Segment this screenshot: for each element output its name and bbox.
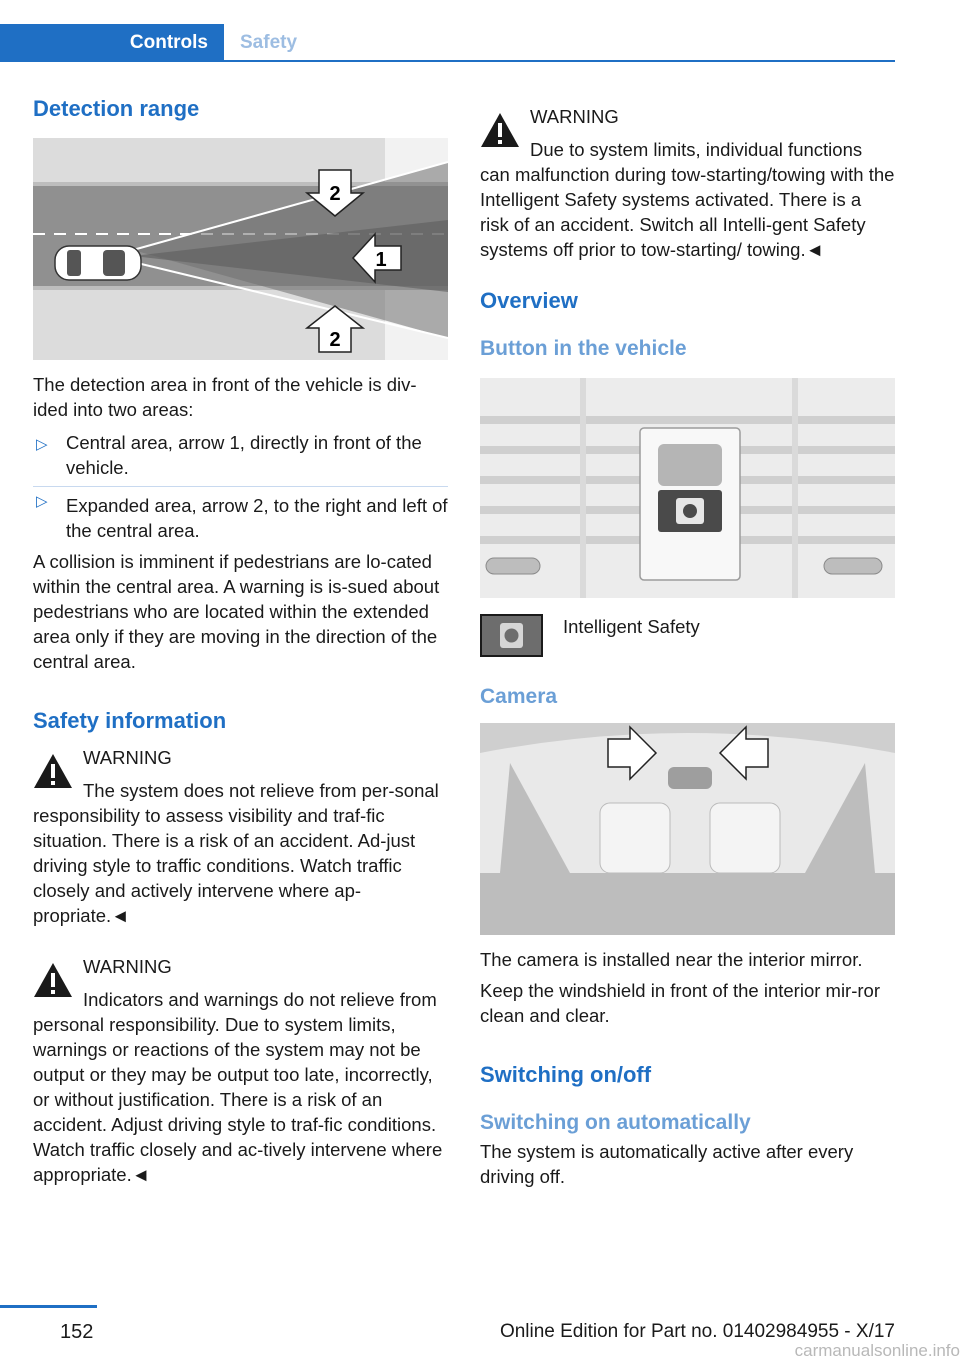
- page-footer: [0, 1305, 960, 1362]
- camera-figure: [480, 723, 895, 935]
- page-number: 152: [60, 1321, 94, 1343]
- switching-on-automatically-heading: Switching on automatically: [480, 1111, 751, 1135]
- detection-range-figure: [33, 138, 448, 360]
- page-header: [0, 0, 960, 62]
- button-in-vehicle-figure: [480, 378, 895, 598]
- warning-triangle-icon: [33, 753, 73, 789]
- list-item: ▷ Central area, arrow 1, directly in front of the vehicle.: [36, 432, 422, 479]
- tab-safety[interactable]: Safety: [240, 32, 298, 53]
- warning-text: The system does not relieve from per-sonal responsibility to assess visibility and traf-fic situation. There is a risk of an accident. Ad-just driving style to traffic conditions. Watch traffic closely and actively intervene where ap-propriate.◄: [33, 779, 439, 926]
- switching-on-automatically-text: The system is automatically active after every driving off.: [480, 1141, 854, 1188]
- arrow-2-top-label: 2: [329, 183, 341, 206]
- warning-triangle-icon: [480, 112, 520, 148]
- right-column: [480, 104, 895, 1189]
- warning-text: Indicators and warnings do not relieve from personal responsibility. Due to system limits, warnings or reactions of the system may not be output or they may be output too late, incorrectly, or without justification. There is a risk of an accident. Adjust driving style to traf-fic conditions. Watch traffic closely and ac-tively intervene where appropriate.◄: [33, 988, 443, 1185]
- warning-triangle-icon: [33, 962, 73, 998]
- intelligent-safety-caption: Intelligent Safety: [563, 615, 700, 637]
- detection-range-heading: Detection range: [33, 96, 200, 121]
- warning-block: [480, 104, 895, 262]
- list-item: ▷ Expanded area, arrow 2, to the right and left of the central area.: [33, 486, 448, 543]
- safety-information-heading: Safety information: [33, 708, 227, 734]
- camera-heading: Camera: [480, 684, 558, 708]
- warning-text: Due to system limits, individual functions can malfunction during tow-starting/towing with the Intelligent Safety systems activated. There is a risk of an accident. Switch all Intelli-gent Safety systems off prior to tow-starting/ towing.◄: [480, 139, 895, 260]
- watermark: carmanualsonline.info: [794, 1341, 960, 1360]
- warning-label: WARNING: [83, 955, 172, 977]
- triangle-bullet-icon: ▷: [36, 493, 48, 511]
- camera-care-text: Keep the windshield in front of the interior mir-ror clean and clear.: [480, 979, 880, 1026]
- triangle-bullet-icon: ▷: [36, 436, 48, 454]
- footer-rule: [0, 1305, 97, 1308]
- edition-note: Online Edition for Part no. 01402984955 - X/17: [499, 1321, 895, 1342]
- camera-location-text: The camera is installed near the interior mirror.: [480, 948, 863, 970]
- switching-on-off-heading: Switching on/off: [480, 1061, 652, 1087]
- tab-controls[interactable]: Controls: [0, 24, 224, 62]
- arrow-1-label: 1: [375, 249, 387, 272]
- intelligent-safety-row: [480, 614, 895, 674]
- warning-block: [33, 745, 448, 928]
- button-in-vehicle-heading: Button in the vehicle: [480, 337, 687, 361]
- detection-area-list: [33, 430, 448, 543]
- warning-label: WARNING: [530, 106, 619, 127]
- overview-heading: Overview: [480, 288, 578, 313]
- warning-label: WARNING: [83, 746, 172, 768]
- collision-paragraph: A collision is imminent if pedestrians are lo-cated within the central area. A warning is is-sued about pedestrians who are located within the extended area only if they are moving in the direction of the central area.: [33, 551, 440, 673]
- detection-intro: The detection area in front of the vehicle is div-ided into two areas:: [33, 374, 417, 421]
- left-column: [33, 96, 448, 1187]
- arrow-2-bottom-label: 2: [329, 329, 341, 352]
- intelligent-safety-button-icon: [480, 614, 543, 657]
- warning-block: [33, 954, 448, 1187]
